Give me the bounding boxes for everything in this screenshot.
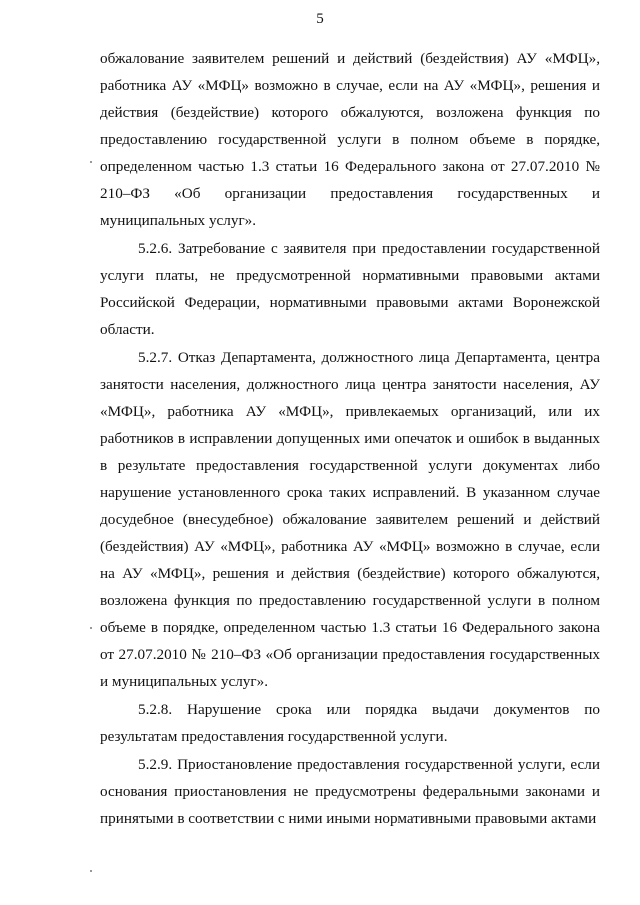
scan-mark (90, 161, 92, 163)
page-number: 5 (316, 11, 324, 27)
document-body (100, 45, 600, 833)
paragraph-5-2-9: 5.2.9. Приостановление предоставления государственной услуги, если основания приостановления не предусмотрены федеральными законами и принятыми в соответствии с ними иными нормативными правовыми актами (100, 756, 600, 827)
scan-mark (90, 627, 92, 629)
paragraph-continuation: обжалование заявителем решений и действий (бездействия) АУ «МФЦ», работника АУ «МФЦ» возможно в случае, если на АУ «МФЦ», решения и действия (бездействие) которого обжалуются, возложена функция по предоставлению государственной услуги в полном объеме в порядке, определенном частью 1.3 статьи 16 Федерального закона от 27.07.2010 № 210–ФЗ «Об организации предоставления государственных и муниципальных услуг». (100, 50, 600, 229)
paragraph-5-2-6: 5.2.6. Затребование с заявителя при предоставлении государственной услуги платы, не предусмотренной нормативными правовыми актами Российской Федерации, нормативными правовыми актами Воронежской области. (100, 240, 600, 338)
paragraph-5-2-7: 5.2.7. Отказ Департамента, должностного лица Департамента, центра занятости населения, должностного лица центра занятости населения, АУ «МФЦ», работника АУ «МФЦ», привлекаемых организаций, или их работников в исправлении допущенных ими опечаток и ошибок в выданных в результате предоставления государственной услуги документах либо нарушение установленного срока таких исправлений. В указанном случае досудебное (внесудебное) обжалование заявителем решений и действий (бездействия) АУ «МФЦ», работника АУ «МФЦ» возможно в случае, если на АУ «МФЦ», решения и действия (бездействие) которого обжалуются, возложена функция по предоставлению государственной услуги в полном объеме в порядке, определенном частью 1.3 статьи 16 Федерального закона от 27.07.2010 № 210–ФЗ «Об организации предоставления государственных и муниципальных услуг». (100, 349, 600, 690)
paragraph-5-2-8: 5.2.8. Нарушение срока или порядка выдачи документов по результатам предоставления государственной услуги. (100, 701, 600, 745)
scan-mark (90, 870, 92, 872)
